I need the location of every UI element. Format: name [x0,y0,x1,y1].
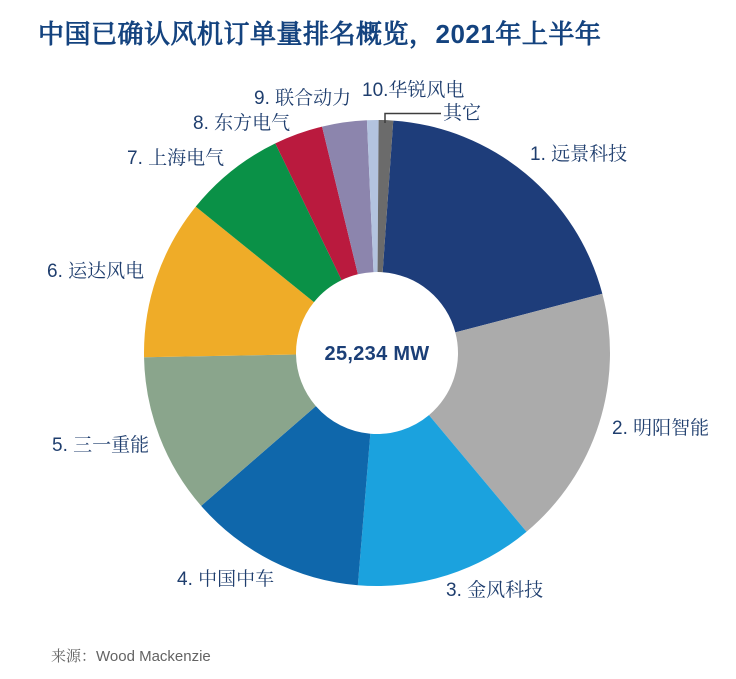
donut-center-total: 25,234 MW [324,343,430,365]
slice-label-crrc: 4. 中国中车 [177,569,275,590]
source-note: 来源：Wood Mackenzie [51,648,211,665]
slice-label-mingyang: 2. 明阳智能 [612,418,710,439]
slice-label-envision: 1. 远景科技 [530,144,628,165]
slice-label-shanghai-electric: 7. 上海电气 [127,148,225,169]
slice-label-sinovel: 10.华锐风电 [362,80,465,101]
slice-label-windey: 6. 运达风电 [47,261,145,282]
slice-label-dongfang: 8. 东方电气 [193,113,291,134]
slice-label-united-power: 9. 联合动力 [254,88,352,109]
slice-label-goldwind: 3. 金风科技 [446,580,544,601]
chart-title: 中国已确认风机订单量排名概览，2021年上半年 [38,19,602,49]
slice-label-sany: 5. 三一重能 [52,435,150,456]
slice-label-others: 其它 [443,103,482,124]
